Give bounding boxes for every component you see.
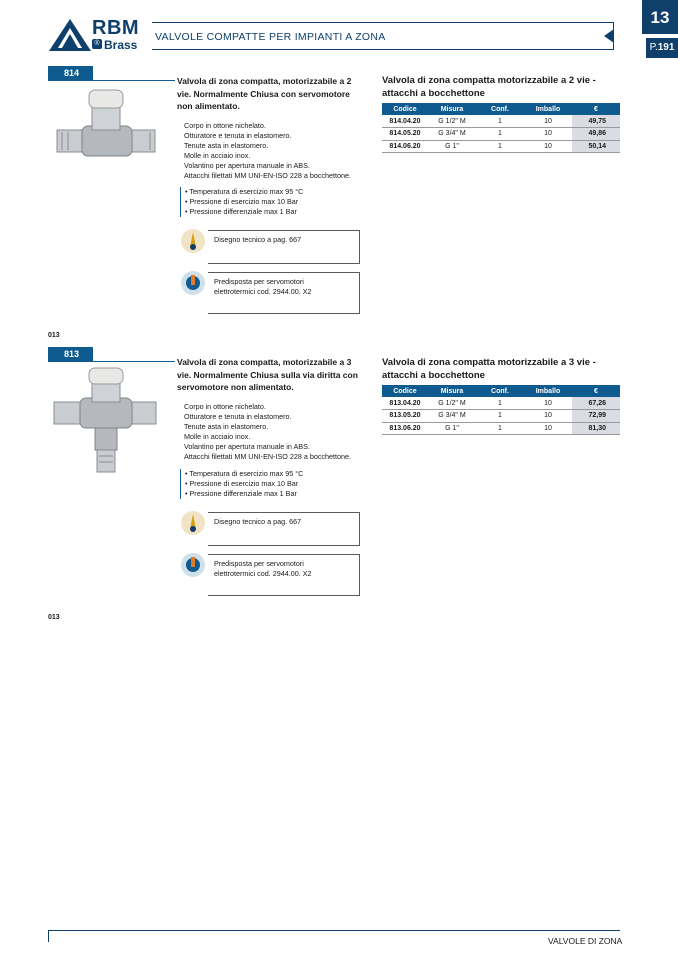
actuator-icon	[181, 271, 205, 295]
table-row: 813.06.20 G 1" 1 10 81,30	[382, 422, 620, 435]
product-description: Corpo in ottone nichelato. Otturatore e tenuta in elastomero. Tenute asta in elastomero. Molle in acciaio inox. Volantino per apertura manuale in ABS. Attacchi filettati MM UNI-EN-ISO 228 a bocchettone.	[184, 121, 351, 180]
table-row: 813.05.20 G 3/4" M 1 10 72,99	[382, 410, 620, 423]
valve-3way-image	[50, 366, 160, 476]
table-row: 813.04.20 G 1/2" M 1 10 67,26	[382, 397, 620, 410]
valve-2way-image	[52, 86, 162, 196]
col-header: Imballo	[524, 385, 572, 397]
product-title: Valvola di zona compatta, motorizzabile a 3 vie. Normalmente Chiusa sulla via diritta con servomotore non alimentato.	[177, 357, 358, 392]
technical-drawing-note: Disegno tecnico a pag. 667	[208, 512, 360, 546]
logo-subtext: Brass	[104, 38, 138, 52]
actuator-icon	[181, 553, 205, 577]
technical-drawing-icon	[181, 229, 205, 253]
footer-divider	[48, 930, 620, 931]
page-title: VALVOLE COMPATTE PER IMPIANTI A ZONA	[155, 31, 386, 43]
section-code-tab: 814	[48, 66, 93, 81]
section-footer-code: 013	[48, 614, 60, 621]
product-title: Valvola di zona compatta, motorizzabile a 2 vie. Normalmente Chiusa con servomotore non alimentato.	[177, 76, 352, 111]
page-number: P.191	[646, 38, 678, 58]
table-row: 814.04.20 G 1/2" M 1 10 49,75	[382, 115, 620, 128]
col-header: Misura	[428, 103, 476, 115]
footer-tick	[48, 930, 49, 942]
technical-drawing-note: Disegno tecnico a pag. 667	[208, 230, 360, 264]
price-table	[382, 103, 620, 153]
table-row: 814.06.20 G 1" 1 10 50,14	[382, 140, 620, 153]
table-row: 814.05.20 G 3/4" M 1 10 49,86	[382, 128, 620, 141]
section-code-tab: 813	[48, 347, 93, 362]
logo-mark: ®	[92, 39, 102, 49]
chapter-number: 13	[642, 0, 678, 34]
specs-list: • Temperatura di esercizio max 95 °C • Pressione di esercizio max 10 Bar • Pressione differenziale max 1 Bar	[180, 187, 303, 217]
col-header: €	[572, 103, 620, 115]
col-header: Conf.	[476, 103, 524, 115]
col-header: Codice	[382, 385, 428, 397]
actuator-note: Predisposta per servomotori elettrotermici cod. 2944.00. X2	[208, 272, 360, 314]
section-footer-code: 013	[48, 332, 60, 339]
footer-label: VALVOLE DI ZONA	[548, 936, 623, 946]
specs-list: • Temperatura di esercizio max 95 °C • Pressione di esercizio max 10 Bar • Pressione differenziale max 1 Bar	[180, 469, 303, 499]
header-arrow-icon	[604, 29, 614, 43]
col-header: Conf.	[476, 385, 524, 397]
table-title: Valvola di zona compatta motorizzabile a 3 vie - attacchi a bocchettone	[382, 357, 596, 381]
col-header: Codice	[382, 103, 428, 115]
col-header: Misura	[428, 385, 476, 397]
technical-drawing-icon	[181, 511, 205, 535]
price-table	[382, 385, 620, 435]
col-header: €	[572, 385, 620, 397]
product-description: Corpo in ottone nichelato. Otturatore e tenuta in elastomero. Tenute asta in elastomero. Molle in acciaio inox. Volantino per apertura manuale in ABS. Attacchi filettati MM UNI-EN-ISO 228 a bocchettone.	[184, 402, 351, 461]
section-divider	[48, 361, 175, 362]
col-header: Imballo	[524, 103, 572, 115]
rbm-logo-icon	[48, 18, 92, 52]
logo-text: RBM	[92, 17, 140, 39]
table-title: Valvola di zona compatta motorizzabile a 2 vie - attacchi a bocchettone	[382, 75, 596, 99]
actuator-note: Predisposta per servomotori elettrotermici cod. 2944.00. X2	[208, 554, 360, 596]
section-divider	[48, 80, 175, 81]
